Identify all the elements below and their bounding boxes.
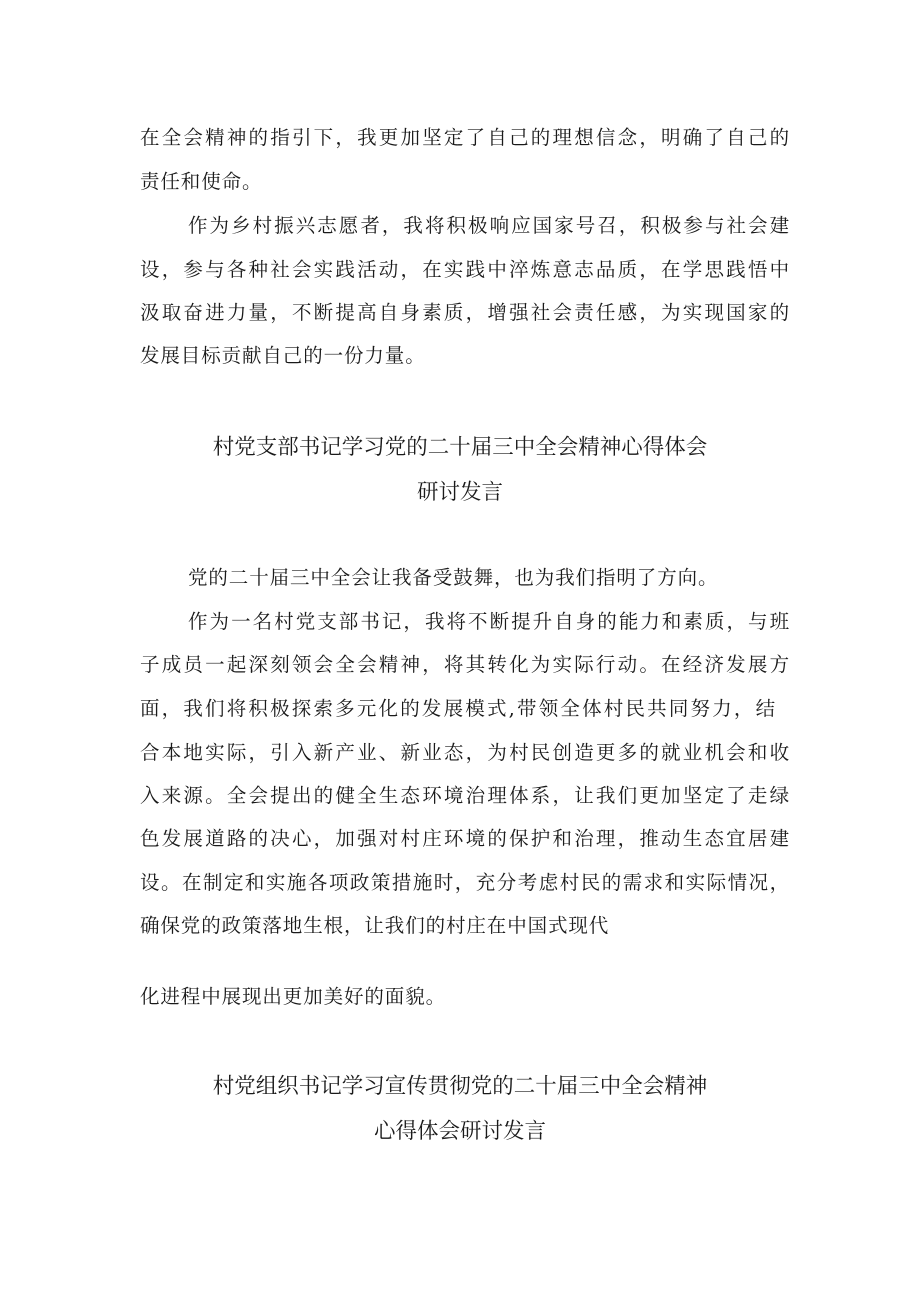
body-line: 化进程中展现出更加美好的面貌。 bbox=[140, 985, 447, 1008]
body-line: 设。在制定和实施各项政策措施时，充分考虑村民的需求和实际情况， bbox=[140, 871, 790, 894]
body-line: 子成员一起深刻领会全会精神，将其转化为实际行动。在经济发展方 bbox=[140, 653, 790, 676]
body-line: 面，我们将积极探索多元化的发展模式,带领全体村民共同努力，结 bbox=[140, 697, 776, 720]
section-title: 研讨发言 bbox=[416, 480, 503, 505]
body-line: 责任和使命。 bbox=[140, 170, 263, 193]
body-line: 合本地实际，引入新产业、新业态，为村民创造更多的就业机会和收 bbox=[140, 741, 790, 764]
body-line: 设，参与各种社会实践活动，在实践中淬炼意志品质，在学思践悟中 bbox=[140, 258, 790, 281]
section-title: 村党支部书记学习党的二十届三中全会精神心得体会 bbox=[212, 435, 708, 460]
body-line: 发展目标贡献自己的一份力量。 bbox=[140, 344, 426, 367]
body-line: 入来源。全会提出的健全生态环境治理体系，让我们更加坚定了走绿 bbox=[140, 784, 790, 807]
body-line: 作为乡村振兴志愿者，我将积极响应国家号召，积极参与社会建 bbox=[188, 214, 790, 237]
section-title: 心得体会研讨发言 bbox=[373, 1119, 546, 1144]
body-line: 确保党的政策落地生根，让我们的村庄在中国式现代 bbox=[140, 914, 610, 937]
body-line: 色发展道路的决心，加强对村庄环境的保护和治理，推动生态宜居建 bbox=[140, 827, 790, 850]
body-line: 党的二十届三中全会让我备受鼓舞，也为我们指明了方向。 bbox=[188, 566, 719, 589]
body-line: 汲取奋进力量，不断提高自身素质，增强社会责任感，为实现国家的 bbox=[140, 301, 790, 324]
body-line: 作为一名村党支部书记，我将不断提升自身的能力和素质，与班 bbox=[188, 610, 790, 633]
section-title: 村党组织书记学习宣传贯彻党的二十届三中全会精神 bbox=[212, 1074, 708, 1099]
body-line: 在全会精神的指引下，我更加坚定了自己的理想信念，明确了自己的 bbox=[140, 126, 790, 149]
